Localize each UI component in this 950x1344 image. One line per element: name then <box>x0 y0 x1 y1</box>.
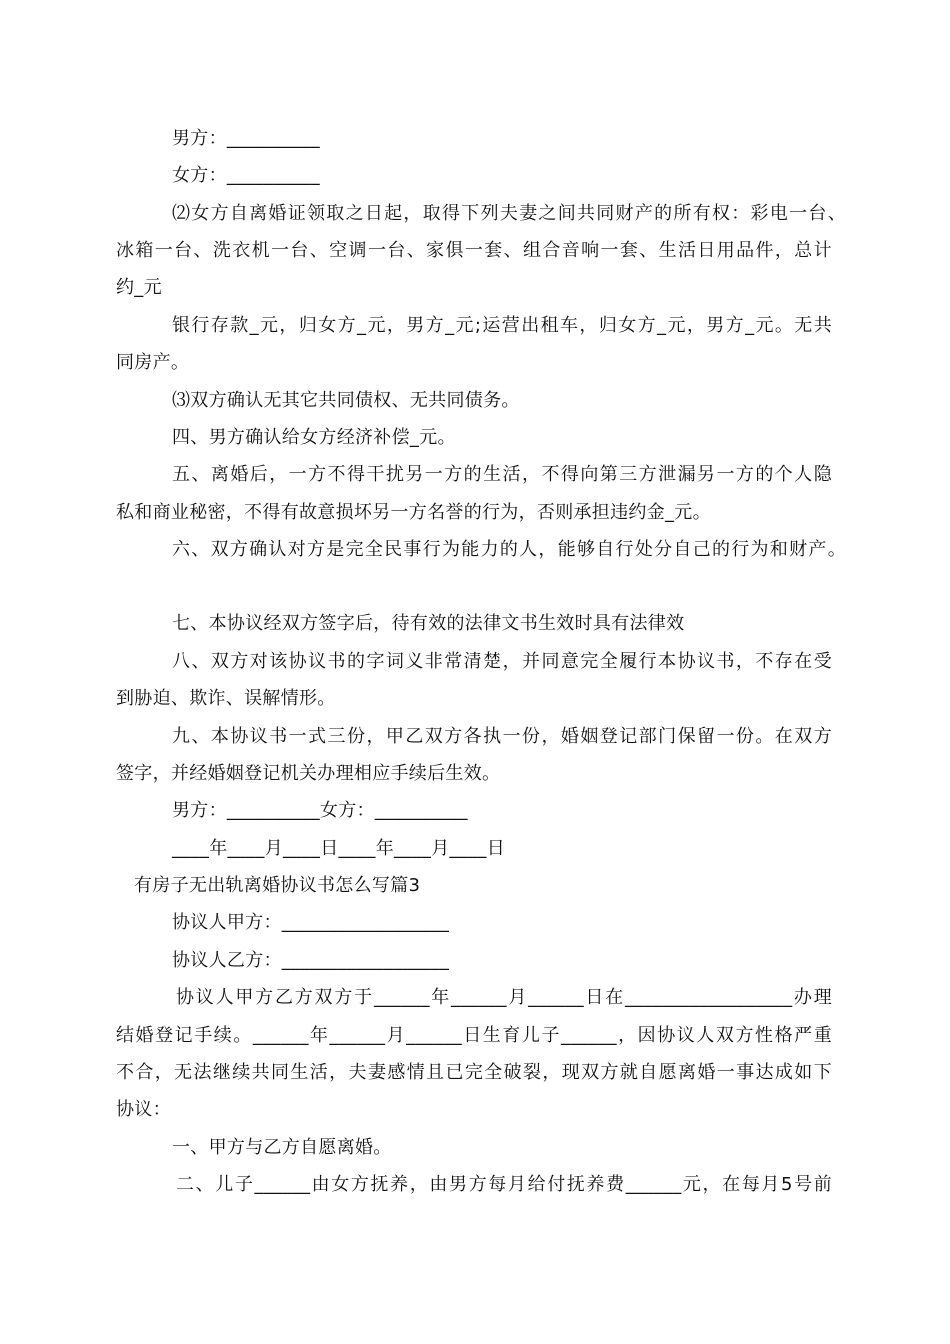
paragraph-line: 不合，无法继续共同生活，夫妻感情且已完全破裂，现双方就自愿离婚一事达成如下 <box>116 1062 832 1083</box>
paragraph-line: 同房产。 <box>116 352 190 373</box>
dual-signature-line: 男方：__________女方：__________ <box>172 800 468 821</box>
paragraph-line: 五、离婚后，一方不得干扰另一方的生活，不得向第三方泄漏另一方的个人隐 <box>172 464 832 485</box>
paragraph-line: 到胁迫、欺诈、误解情形。 <box>116 688 336 709</box>
paragraph-line: 六、双方确认对方是完全民事行为能力的人，能够自行处分自己的行为和财产。 <box>172 539 846 560</box>
paragraph-line: 九、本协议书一式三份，甲乙双方各执一份，婚姻登记部门保留一份。在双方 <box>172 726 832 747</box>
section-heading: 有房子无出轨离婚协议书怎么写篇3 <box>134 875 421 896</box>
paragraph-line: 一、甲方与乙方自愿离婚。 <box>172 1137 392 1158</box>
paragraph-line: 二、儿子______由女方抚养，由男方每月给付抚养费______元，在每月5号前 <box>176 1174 832 1195</box>
paragraph-line: 冰箱一台、洗衣机一台、空调一台、家俱一套、组合音响一套、生活日用品件，总计 <box>116 240 832 261</box>
party-b-line: 协议人乙方：__________________ <box>172 950 450 971</box>
paragraph-line: 签字，并经婚姻登记机关办理相应手续后生效。 <box>116 763 501 784</box>
paragraph-line: ⑵女方自离婚证领取之日起，取得下列夫妻之间共同财产的所有权：彩电一台、 <box>172 203 846 224</box>
paragraph-line: 私和商业秘密，不得有故意损坏另一方名誉的行为，否则承担违约金_元。 <box>116 502 711 523</box>
date-line: ____年____月____日____年____月____日 <box>172 838 505 859</box>
paragraph-line: 协议人甲方乙方双方于______年______月______日在__________________办理 <box>176 987 832 1008</box>
paragraph-line: 约_元 <box>116 277 162 298</box>
paragraph-line: 七、本协议经双方签字后，待有效的法律文书生效时具有法律效 <box>172 613 685 634</box>
paragraph-line: 八、双方对该协议书的字词义非常清楚，并同意完全履行本协议书，不存在受 <box>172 651 832 672</box>
party-a-line: 协议人甲方：__________________ <box>172 912 450 933</box>
paragraph-line: ⑶双方确认无其它共同债权、无共同债务。 <box>172 390 520 411</box>
female-signature-line: 女方：__________ <box>172 165 320 186</box>
paragraph-line: 协议： <box>116 1099 171 1120</box>
paragraph-line: 结婚登记手续。______年______月______日生育儿子______，因协议人双方性格严重 <box>116 1025 832 1046</box>
paragraph-line: 银行存款_元，归女方_元，男方_元;运营出租车，归女方_元，男方_元。无共 <box>172 315 832 336</box>
male-signature-line: 男方：__________ <box>172 128 320 149</box>
paragraph-line: 四、男方确认给女方经济补偿_元。 <box>172 427 456 448</box>
